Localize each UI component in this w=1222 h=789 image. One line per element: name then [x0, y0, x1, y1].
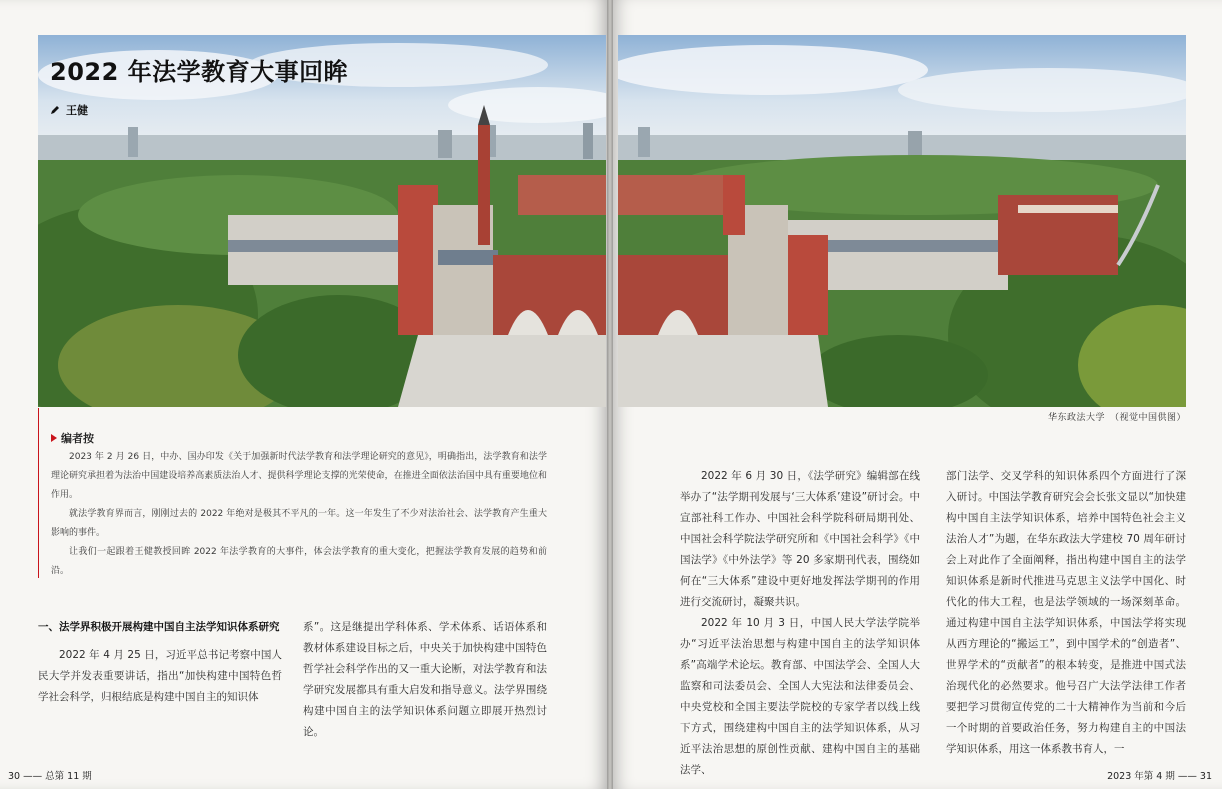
- campus-illustration-left: [38, 35, 606, 407]
- editor-note-title: 编者按: [61, 432, 94, 445]
- article-title: 2022 年法学教育大事回眸: [50, 58, 349, 86]
- editor-note-paragraph: 让我们一起跟着王健教授回眸 2022 年法学教育的大事件，体会法学教育的重大变化，把握法学教育发展的趋势和前沿。: [51, 547, 547, 576]
- body-column-4: [946, 466, 1186, 760]
- pen-icon: [50, 105, 60, 115]
- editor-note-text: [51, 448, 547, 581]
- body-paragraph: 2022 年 4 月 25 日，习近平总书记考察中国人民大学并发表重要讲话，指出“加快构建中国特色哲学社会科学，归根结底是构建中国自主的知识体: [38, 649, 282, 703]
- triangle-marker-icon: [51, 434, 57, 442]
- photo-caption: 华东政法大学 （视觉中国供图）: [1047, 413, 1186, 423]
- author-line: [50, 102, 88, 118]
- editor-note-heading: [51, 430, 94, 446]
- body-column-2: [303, 617, 547, 743]
- campus-illustration-right: [618, 35, 1186, 407]
- editor-note-paragraph: 就法学教育界而言，刚刚过去的 2022 年绝对是极其不平凡的一年。这一年发生了不少对法治社会、法学教育产生重大影响的事件。: [51, 509, 547, 538]
- body-paragraph: 2022 年 6 月 30 日，《法学研究》编辑部在线举办了“法学期刊发展与‘三大体系’建设”研讨会。中宣部社科工作办、中国社会科学院科研局期刊处、中国社会科学院法学研究所和《中国社会科学》《中国法学》《中外法学》等 20 多家期刊代表，围绕如何在“三大体系”建设中更好地发挥法学期刊的作用进行交流研讨，凝聚共识。: [680, 470, 920, 608]
- body-paragraph: 部门法学、交叉学科的知识体系四个方面进行了深入研讨。中国法学教育研究会会长张文显以“加快建构中国自主法学知识体系，培养中国特色社会主义法治人才”为题，在华东政法大学建校 70 周年研讨会上对此作了全面阐释，指出构建中国自主的法学知识体系是新时代推进马克思主义法学中国化、时代化的伟大工程，也是法学领域的一场深刻革命。通过构建中国自主法学知识体系，中国法学将实现从西方理论的“搬运工”，到中国学术的“创造者”、世界学术的“贡献者”的根本转变，是推进中国式法治现代化的必然要求。他号召广大法学法律工作者要把学习贯彻宣传党的二十大精神作为当前和今后一个时期的首要政治任务，努力构建自主的中国法学知识体系，用这一体系教书育人，一: [946, 470, 1186, 755]
- body-column-3: [680, 466, 920, 781]
- page-gutter: [607, 0, 613, 789]
- editor-note-paragraph: 2023 年 2 月 26 日，中办、国办印发《关于加强新时代法学教育和法学理论研究的意见》，明确指出，法学教育和法学理论研究承担着为法治中国建设培养高素质法治人才、提供科学理论支撑的光荣使命，在推进全面依法治国中具有重要地位和作用。: [51, 452, 547, 500]
- body-paragraph: 2022 年 10 月 3 日，中国人民大学法学院举办“习近平法治思想与构建中国自主的法学知识体系”高端学术论坛。教育部、中国法学会、全国人大监察和司法委员会、全国人大宪法和法律委员会、中央党校和全国主要法学院校的专家学者以线上线下方式，围绕建构中国自主的法学知识体系，从习近平法治思想的原创性贡献、建构中国自主的基础法学、: [680, 617, 920, 776]
- body-column-1: [38, 617, 282, 708]
- body-paragraph: 系”。这是继提出学科体系、学术体系、话语体系和教材体系建设目标之后，中央关于加快构建中国特色哲学社会科学作出的又一重大论断，对法学教育和法学研究发展都具有重大启发和指导意义。法学界围绕构建中国自主的法学知识体系问题立即展开热烈讨论。: [303, 621, 547, 738]
- section-heading: 一、法学界积极开展构建中国自主法学知识体系研究: [38, 621, 280, 633]
- campus-photo-right: [618, 35, 1186, 407]
- editor-note: [38, 408, 547, 578]
- page-number-right: 2023 年第 4 期 —— 31: [1107, 771, 1212, 782]
- campus-photo-left: [38, 35, 606, 407]
- page-number-left: 30 —— 总第 11 期: [8, 771, 92, 782]
- author-name: 王健: [66, 104, 88, 117]
